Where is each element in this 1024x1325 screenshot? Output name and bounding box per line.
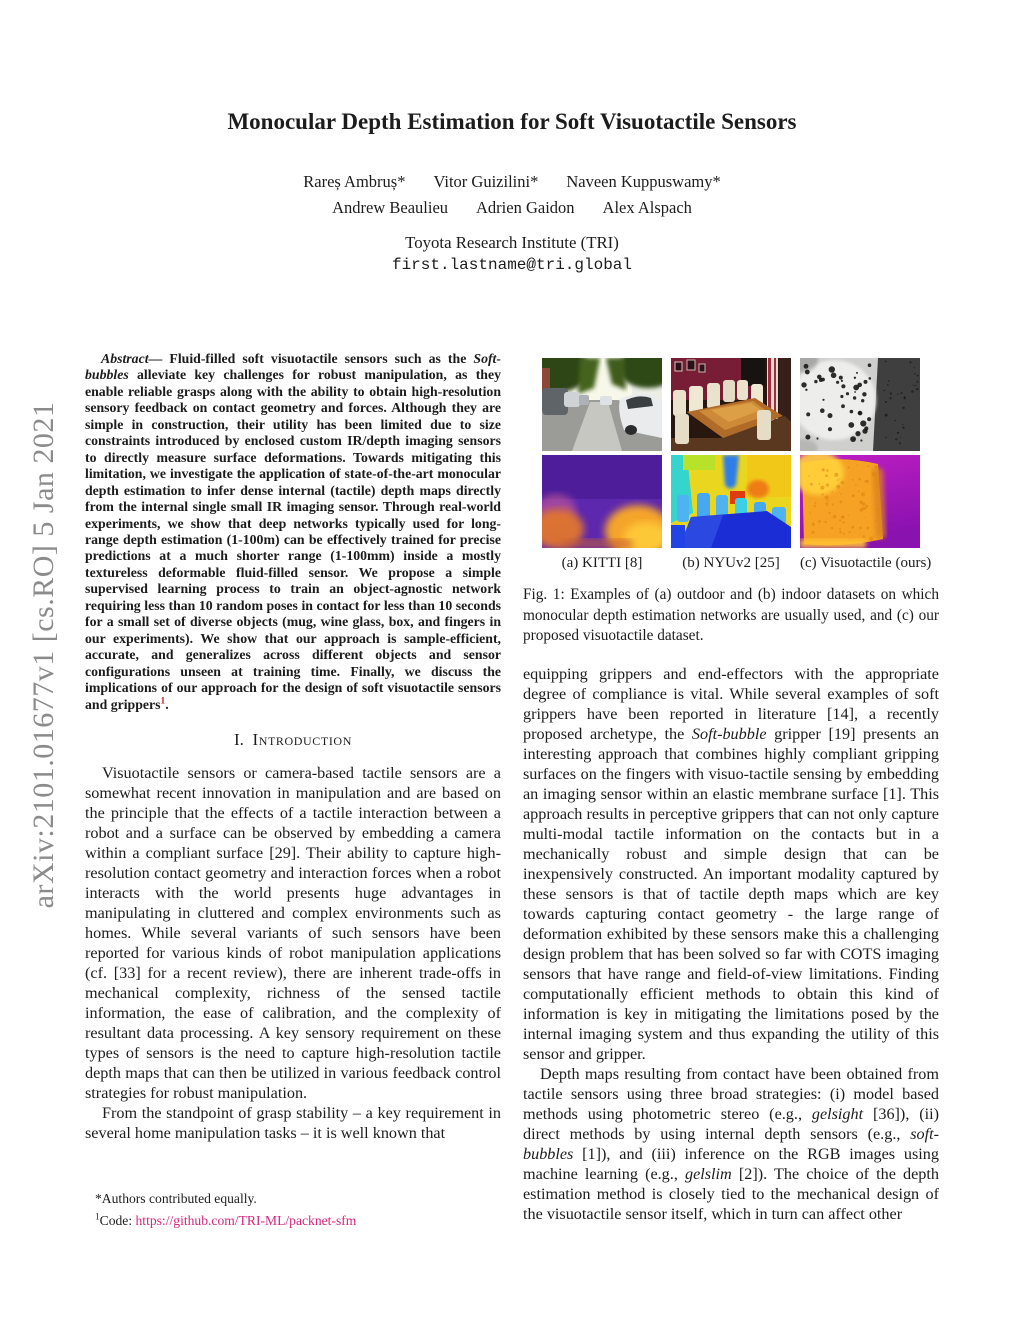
sublabel-visuotactile: (c) Visuotactile (ours) [800, 555, 932, 571]
author-name: Andrew Beaulieu [332, 198, 449, 217]
figure-1 [523, 358, 939, 647]
abstract: Abstract— Fluid-filled soft visuotactile sensors such as the Soft-bubbles alleviate key challenges for robust manipulation, as they enable reliable grasps along with the ability to obtain high-resolution sensory feedback on contact geometry and forces. Although they are simple in construction, their utility has been limited due to size constraints introduced by enclosed custom IR/depth imaging sensors to directly measure surface deformations. Towards mitigating this limitation, we investigate the application of state-of-the-art monocular depth estimation to infer dense internal (tactile) depth maps directly from the internal single small IR imaging sensor. Through real-world experiments, we show that deep networks typically used for long-range depth estimation (1-100m) can be effectively trained for precise predictions at a much shorter range (1-100mm) inside a mostly textureless deformable fluid-filled sensor. We propose a simple supervised learning process to train an object-agnostic network requiring less than 10 random poses in contact for less than 10 seconds for a small set of diverse objects (mug, wine glass, box, and fingers in our experiments). We show that our approach is sample-efficient, accurate, and generalizes across different objects and sensor configurations unseen at training time. Finally, we discuss the implications of our approach for the design of soft visuotactile sensors and grippers$^1$. [85, 351, 501, 712]
author-name: Adrien Gaidon [476, 198, 575, 217]
section-heading-introduction [85, 730, 501, 750]
main-paragraph-1: equipping grippers and end-effectors with the appropriate degree of compliance is vital. While several examples of soft grippers have been reported in literature [14], a recently proposed archetype, the Soft-bubble gripper [19] presents an interesting approach that combines highly compliant gripping surfaces on the fingers with visuo-tactile sensing by embedding an imaging sensor within an elastic membrane surface [1]. This approach results in perceptive grippers that can not only capture multi-modal tactile information on the contacts but in a mechanically robust and simple design that can be inexpensively constructed. An important modality captured by these sensors is that of tactile depth maps which are key towards capturing contact geometry - the large range of deformation exhibited by these sensors make this a challenging design problem that has been solved so far with COTS imaging sensors that have range and field-of-view limitations. Finding computationally efficient methods to obtain this kind of information is key in mitigating the limitations posed by the internal imaging system and thus expanding the utility of this sensor and gripper. [523, 664, 939, 1063]
main-paragraph-2: Depth maps resulting from contact have been obtained from tactile sensors using three broad strategies: (i) model based methods using photometric stereo (e.g., gelsight [36]), (ii) direct methods by using internal depth sensors (e.g., soft-bubbles [1]), and (iii) inference on the RGB images using machine learning (e.g., gelslim [2]). The choice of the depth estimation method is closely tied to the mechanical design of the visuotactile sensor itself, which in turn can affect other [523, 1064, 939, 1223]
footnote-authors: *Authors contributed equally. [95, 1191, 257, 1206]
arxiv-watermark: arXiv:2101.01677v1 [cs.RO] 5 Jan 2021 [27, 401, 60, 909]
sublabel-nyuv2: (b) NYUv2 [25] [682, 555, 780, 571]
kitti-rgb-image [542, 358, 662, 451]
right-column [523, 350, 939, 1224]
footnotes [85, 1188, 511, 1231]
contact-email: first.lastname@tri.global [391, 256, 633, 274]
figure-sublabels [542, 555, 939, 572]
intro-paragraph-2: From the standpoint of grasp stability – a key requirement in several home manipulation tasks – it is well known that [85, 1103, 501, 1142]
figure-grid [542, 358, 939, 548]
author-name: Vitor Guizilini* [433, 172, 539, 191]
footnote-code-link[interactable]: $^1$Code: https://github.com/TRI-ML/packnet-sfm [95, 1210, 357, 1228]
authors-line-2 [0, 198, 1024, 218]
intro-paragraph-1: Visuotactile sensors or camera-based tactile sensors are a somewhat recent innovation in manipulation and are based on the principle that the effects of a tactile interaction between a robot and a surface can be observed by embedding a camera within a compliant surface [29]. Their ability to capture high-resolution contact geometry and interaction forces when a robot interacts with the world presents huge advantages in manipulating in cluttered and complex environments such as homes. While several variants of such sensors have been reported for various kinds of robot manipulation applications (cf. [33] for a recent review), there are inherent trade-offs in mechanical complexity, richness of the sensed tactile information, the ease of calibration, and the complexity of resultant data processing. A key sensory requirement on these types of sensors is the need to capture high-resolution tactile depth maps that can then be utilized in various feedback control strategies for robust manipulation. [85, 763, 501, 1102]
author-name: Naveen Kuppuswamy* [566, 172, 721, 191]
github-link[interactable]: https://github.com/TRI-ML/packnet-sfm [135, 1212, 357, 1228]
section-title: Introduction [252, 729, 352, 749]
kitti-depth-image [542, 455, 662, 548]
sublabel-kitti: (a) KITTI [8] [561, 555, 643, 571]
nyuv2-rgb-image [671, 358, 791, 451]
section-number: I. [234, 729, 244, 749]
visuotactile-ir-image [800, 358, 920, 451]
figure-caption: Fig. 1: Examples of (a) outdoor and (b) indoor datasets on which monocular depth estimation networks are usually used, and (c) our proposed visuotactile dataset. [523, 586, 939, 644]
left-column [85, 351, 501, 1143]
affiliation: Toyota Research Institute (TRI) [405, 233, 619, 252]
author-name: Rareș Ambruș* [303, 172, 406, 191]
authors-line-1 [0, 172, 1024, 192]
nyuv2-depth-image [671, 455, 791, 548]
paper-title: Monocular Depth Estimation for Soft Visuotactile Sensors [227, 109, 797, 134]
author-name: Alex Alspach [602, 198, 692, 217]
visuotactile-depth-image [800, 455, 920, 548]
